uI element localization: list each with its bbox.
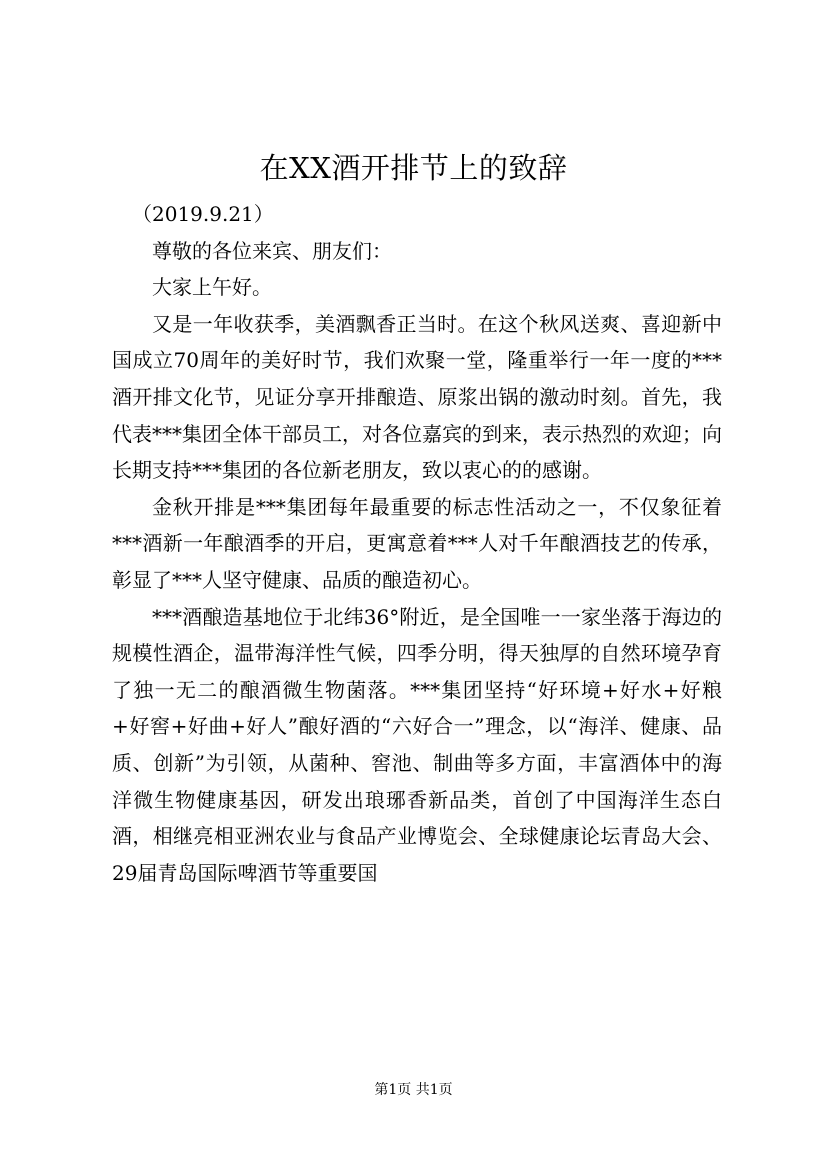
document-date: （2019.9.21） [132, 202, 274, 226]
body-paragraph-welcome: 又是一年收获季，美酒飘香正当时。在这个秋风送爽、喜迎新中国成立70周年的美好时节，我们欢聚一堂，隆重举行一年一度的***酒开排文化节，见证分享开排酿造、原浆出锅的激动时刻。首先，我代表***集团全体干部员工，对各位嘉宾的到来，表示热烈的欢迎；向长期支持***集团的各位新老朋友，致以衷心的的感谢。 [112, 311, 722, 483]
body-paragraph-significance: 金秋开排是***集团每年最重要的标志性活动之一，不仅象征着***酒新一年酿酒季的开启，更寓意着***人对千年酿酒技艺的传承，彰显了***人坚守健康、品质的酿造初心。 [112, 494, 722, 592]
body-paragraph-base: ***酒酿造基地位于北纬36°附近，是全国唯一一家坐落于海边的规模性酒企，温带海洋性气候，四季分明，得天独厚的自然环境孕育了独一无二的酿酒微生物菌落。***集团坚持“好环境+好水+好粮+好窖+好曲+好人”酿好酒的“六好合一”理念，以“海洋、健康、品质、创新”为引领，从菌种、窖池、制曲等多方面，丰富酒体中的海洋微生物健康基因，研发出琅琊香新品类，首创了中国海洋生态白酒，相继亮相亚洲农业与食品产业博览会、全球健康论坛青岛大会、29届青岛国际啤酒节等重要国 [112, 604, 722, 885]
document-body [112, 196, 722, 891]
greeting-paragraph: 大家上午好。 [152, 275, 272, 300]
document-title: 在XX酒开排节上的致辞 [259, 151, 568, 185]
page-footer: 第1页 共1页 [374, 1082, 453, 1098]
salutation-paragraph: 尊敬的各位来宾、朋友们： [152, 238, 392, 263]
